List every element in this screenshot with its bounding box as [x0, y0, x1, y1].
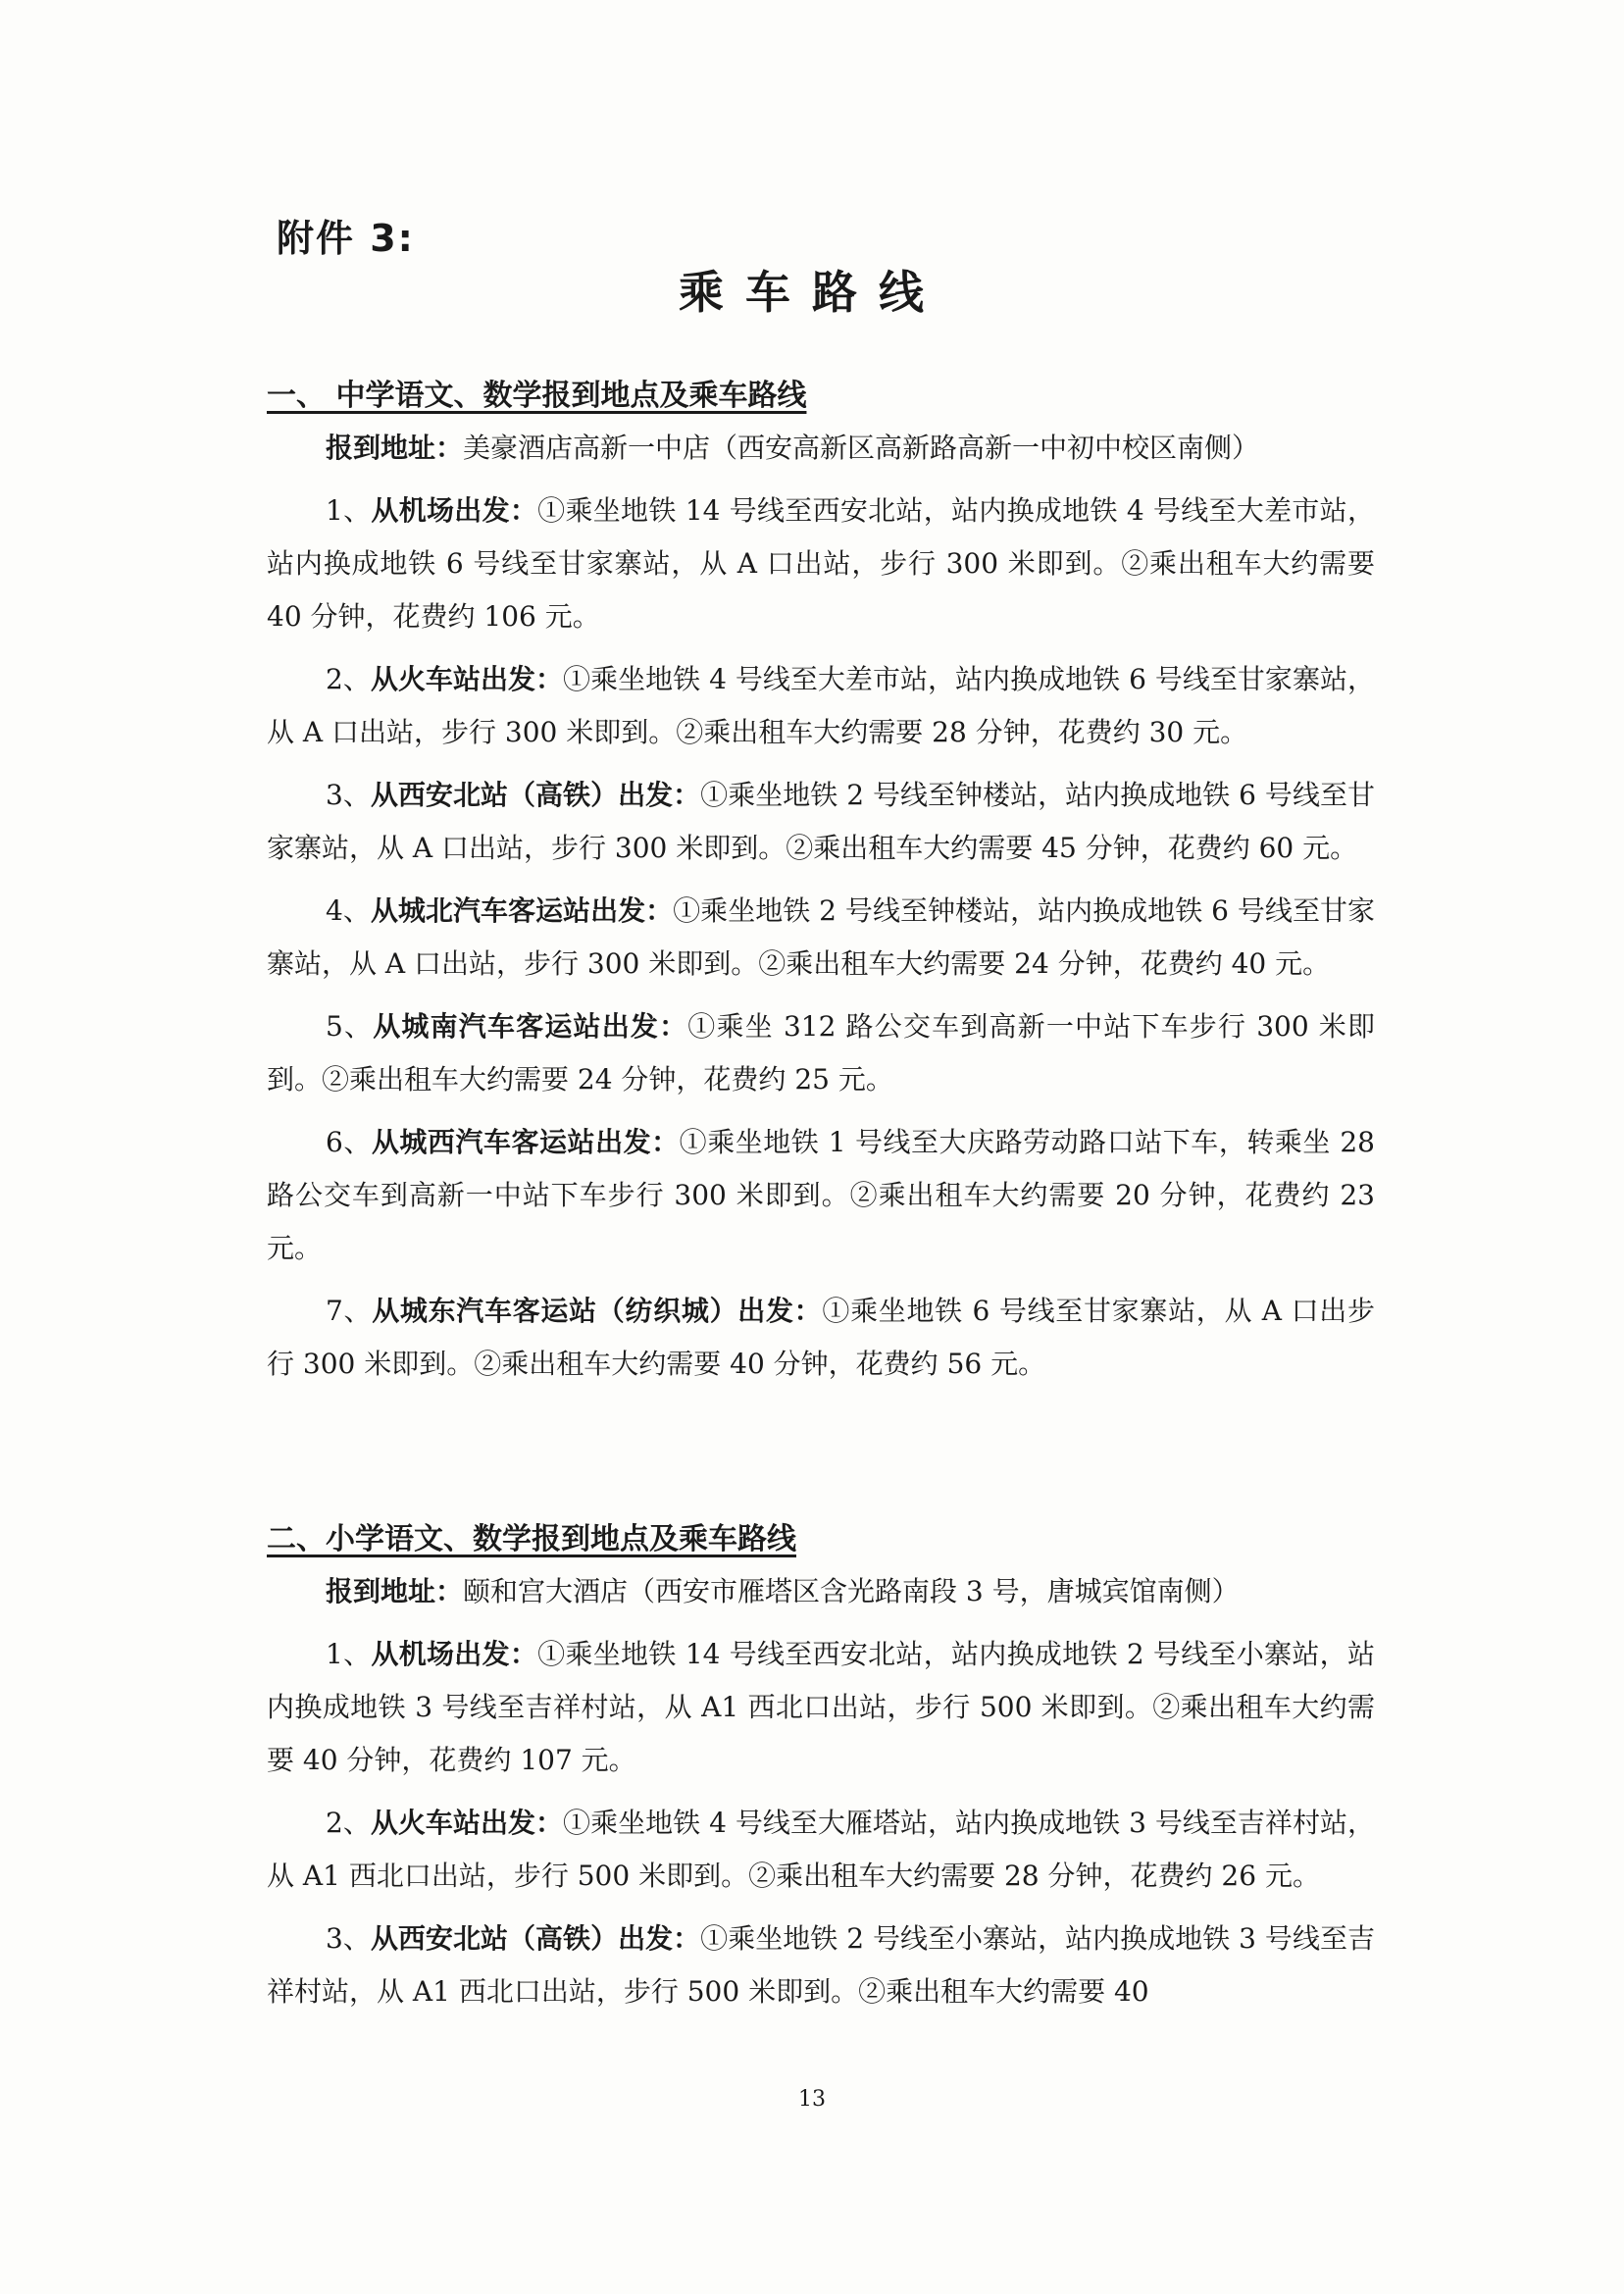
route-label: 从火车站出发：	[370, 663, 564, 695]
route-text: ①乘坐地铁 14 号线至西安北站，站内换成地铁 4 号线至大差市站，站内换成地铁 6 号线至甘家寨站，从 A 口出站，步行 300 米即到。②乘出租车大约需要 40 分钟，花费约 106 元。	[267, 494, 1375, 633]
address-label: 报到地址：	[326, 1575, 464, 1607]
route-number: 3、	[326, 779, 371, 811]
route-number: 5、	[326, 1010, 374, 1043]
address-text: 美豪酒店高新一中店（西安高新区高新路高新一中初中校区南侧）	[463, 432, 1260, 464]
section-heading: 二、小学语文、数学报到地点及乘车路线	[267, 1522, 796, 1556]
address-label: 报到地址：	[326, 432, 464, 464]
route-item	[267, 1628, 1375, 1787]
route-item	[267, 1912, 1375, 2018]
route-label: 从机场出发：	[371, 1638, 538, 1670]
route-text: ①乘坐 312 路公交车到高新一中站下车步行 300 米即到。②乘出租车大约需要 24 分钟，花费约 25 元。	[267, 1010, 1375, 1096]
route-number: 3、	[326, 1922, 371, 1955]
page-title: 乘车路线	[679, 266, 945, 319]
route-number: 1、	[326, 494, 372, 527]
route-item	[267, 1116, 1375, 1275]
route-number: 2、	[326, 663, 371, 695]
route-text: ①乘坐地铁 2 号线至钟楼站，站内换成地铁 6 号线至甘家寨站，从 A 口出站，步行 300 米即到。②乘出租车大约需要 45 分钟，花费约 60 元。	[267, 779, 1375, 864]
section-middle-school	[267, 375, 1375, 1401]
route-number: 1、	[326, 1638, 372, 1670]
page-number: 13	[798, 2087, 826, 2112]
route-label: 从城西汽车客运站出发：	[371, 1126, 680, 1158]
section-heading: 一、 中学语文、数学报到地点及乘车路线	[267, 379, 807, 413]
route-item	[267, 653, 1375, 759]
route-number: 7、	[326, 1295, 373, 1327]
route-item	[267, 1285, 1375, 1391]
address-paragraph	[267, 422, 1375, 475]
route-item	[267, 1797, 1375, 1903]
route-text: ①乘坐地铁 14 号线至西安北站，站内换成地铁 2 号线至小寨站，站内换成地铁 3 号线至吉祥村站，从 A1 西北口出站，步行 500 米即到。②乘出租车大约需要 40 分钟，花费约 107 元。	[267, 1638, 1375, 1776]
route-number: 4、	[326, 894, 371, 927]
route-text: ①乘坐地铁 6 号线至甘家寨站，从 A 口出步行 300 米即到。②乘出租车大约需要 40 分钟，花费约 56 元。	[267, 1295, 1375, 1380]
route-text: ①乘坐地铁 2 号线至小寨站，站内换成地铁 3 号线至吉祥村站，从 A1 西北口出站，步行 500 米即到。②乘出租车大约需要 40	[267, 1922, 1375, 2008]
address-paragraph	[267, 1565, 1375, 1618]
route-item	[267, 484, 1375, 643]
route-number: 6、	[326, 1126, 372, 1158]
route-number: 2、	[326, 1807, 371, 1839]
route-text: ①乘坐地铁 4 号线至大雁塔站，站内换成地铁 3 号线至吉祥村站，从 A1 西北口出站，步行 500 米即到。②乘出租车大约需要 28 分钟，花费约 26 元。	[267, 1807, 1375, 1892]
route-label: 从西安北站（高铁）出发：	[370, 779, 701, 811]
route-text: ①乘坐地铁 1 号线至大庆路劳动路口站下车，转乘坐 28 路公交车到高新一中站下车步行 300 米即到。②乘出租车大约需要 20 分钟，花费约 23 元。	[267, 1126, 1375, 1264]
route-label: 从机场出发：	[371, 494, 538, 527]
route-item	[267, 885, 1375, 991]
route-label: 从西安北站（高铁）出发：	[370, 1922, 701, 1955]
attachment-label: 附件 3:	[277, 217, 415, 260]
route-item	[267, 1000, 1375, 1106]
address-text: 颐和宫大酒店（西安市雁塔区含光路南段 3 号，唐城宾馆南侧）	[463, 1575, 1240, 1607]
route-label: 从城南汽车客运站出发：	[373, 1010, 688, 1043]
route-text: ①乘坐地铁 2 号线至钟楼站，站内换成地铁 6 号线至甘家寨站，从 A 口出站，步行 300 米即到。②乘出租车大约需要 24 分钟，花费约 40 元。	[267, 894, 1375, 980]
route-item	[267, 769, 1375, 875]
route-text: ①乘坐地铁 4 号线至大差市站，站内换成地铁 6 号线至甘家寨站，从 A 口出站，步行 300 米即到。②乘出租车大约需要 28 分钟，花费约 30 元。	[267, 663, 1375, 748]
route-label: 从城北汽车客运站出发：	[370, 894, 674, 927]
route-label: 从火车站出发：	[370, 1807, 564, 1839]
route-label: 从城东汽车客运站（纺织城）出发：	[372, 1295, 823, 1327]
section-primary-school	[267, 1518, 1375, 2028]
